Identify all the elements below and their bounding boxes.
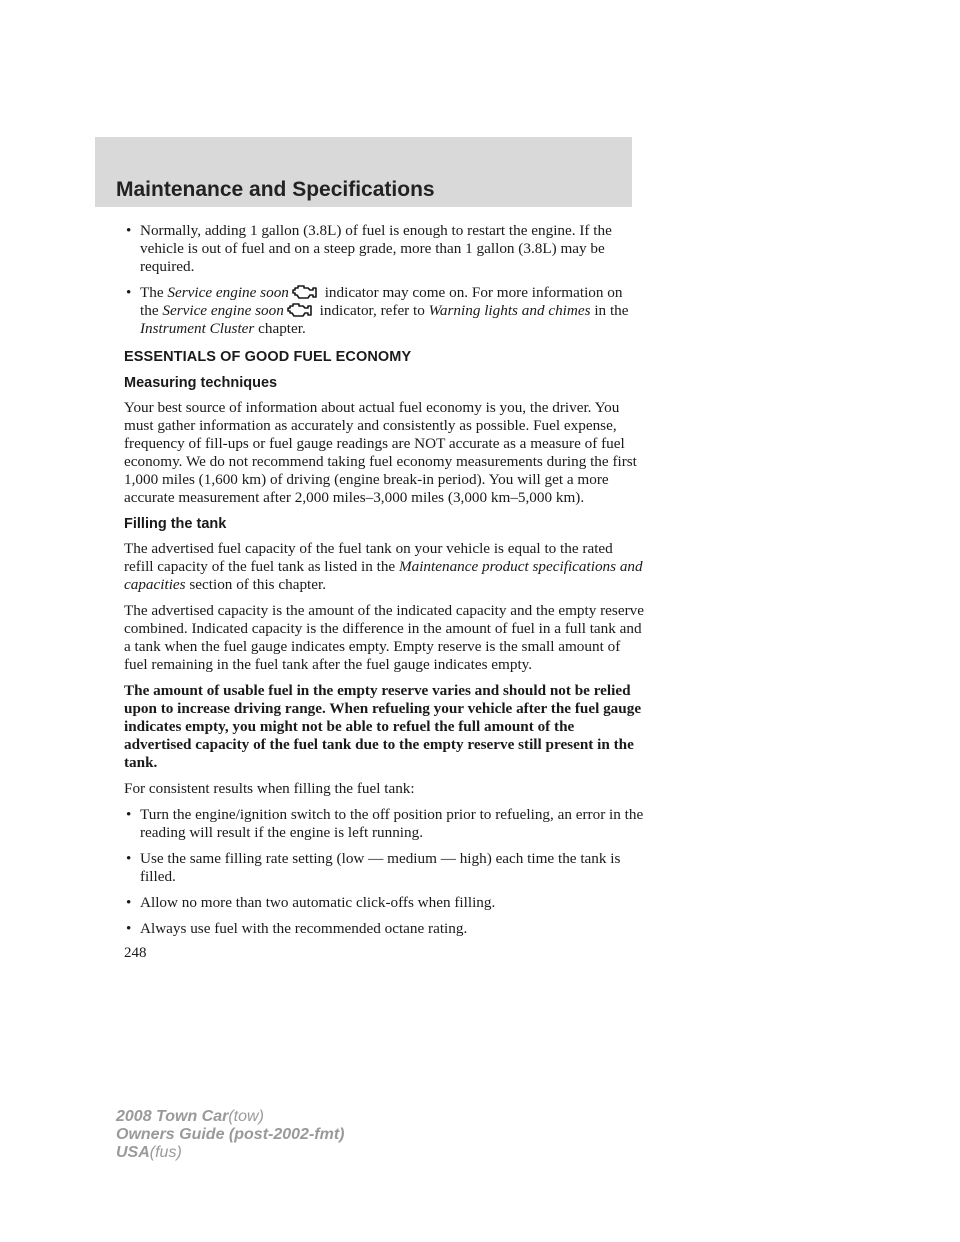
list-item-service-engine: • The Service engine soon indicator may come on. For more information on the Service engine soon indicator, refer to Warning lights and chimes in the Instrument Cluster chapter. (126, 284, 629, 337)
engine-icon (291, 284, 319, 300)
list-item: • Use the same filling rate setting (low — medium — high) each time the tank is filled. (126, 850, 621, 885)
list-item: • Normally, adding 1 gallon (3.8L) of fuel is enough to restart the engine. If the vehicle is out of fuel and on a steep grade, more than 1 gallon (3.8L) may be required. (126, 222, 612, 275)
bullet-dot: • (126, 850, 132, 867)
section-heading: ESSENTIALS OF GOOD FUEL ECONOMY (124, 349, 412, 365)
paragraph-intro: For consistent results when filling the fuel tank: (124, 780, 415, 797)
page-content (124, 222, 644, 946)
paragraph-filling-2: The advertised capacity is the amount of the indicated capacity and the empty reserve combined. Indicated capacity is the difference in the amount of fuel in a full tank and a tank when the fuel gauge indicates empty. Empty reserve is the small amount of fuel remaining in the fuel tank after the fuel gauge indicates empty. (124, 602, 644, 673)
engine-icon (286, 302, 314, 318)
subsection-heading-measuring: Measuring techniques (124, 375, 278, 391)
footer-line-2: Owners Guide (post-2002-fmt) (116, 1126, 345, 1143)
bullet-dot: • (126, 806, 132, 823)
list-item: • Allow no more than two automatic click-offs when filling. (126, 894, 496, 911)
bullet-dot: • (126, 284, 132, 301)
page-number: 248 (124, 945, 147, 961)
footer-line-3: USA(fus) (116, 1144, 182, 1161)
footer-line-1: 2008 Town Car(tow) (116, 1108, 264, 1125)
list-item: • Turn the engine/ignition switch to the off position prior to refueling, an error in the reading will result if the engine is left running. (126, 806, 644, 841)
page-section-title: Maintenance and Specifications (116, 178, 435, 201)
subsection-heading-filling: Filling the tank (124, 516, 227, 532)
bullet-dot: • (126, 894, 132, 911)
paragraph-filling-1: The advertised fuel capacity of the fuel tank on your vehicle is equal to the rated refill capacity of the fuel tank as listed in the Maintenance product specifications and capacities section of this chapter. (124, 540, 643, 593)
warning-paragraph: The amount of usable fuel in the empty reserve varies and should not be relied upon to increase driving range. When refueling your vehicle after the fuel gauge indicates empty, you might not be able to refuel the full amount of the advertised capacity of the fuel tank due to the empty reserve still present in the tank. (124, 682, 642, 771)
footer-imprint (116, 1108, 344, 1162)
paragraph-measuring: Your best source of information about actual fuel economy is you, the driver. You must gather information as accurately and consistently as possible. Fuel expense, frequency of fill-ups or fuel gauge readings are NOT accurate as a measure of fuel economy. We do not recommend taking fuel economy measurements during the first 1,000 miles (1,600 km) of driving (engine break-in period). You will get a more accurate measurement after 2,000 miles–3,000 miles (3,000 km–5,000 km). (124, 399, 637, 506)
bullet-dot: • (126, 222, 132, 239)
list-item: • Always use fuel with the recommended octane rating. (126, 920, 468, 937)
bullet-dot: • (126, 920, 132, 937)
